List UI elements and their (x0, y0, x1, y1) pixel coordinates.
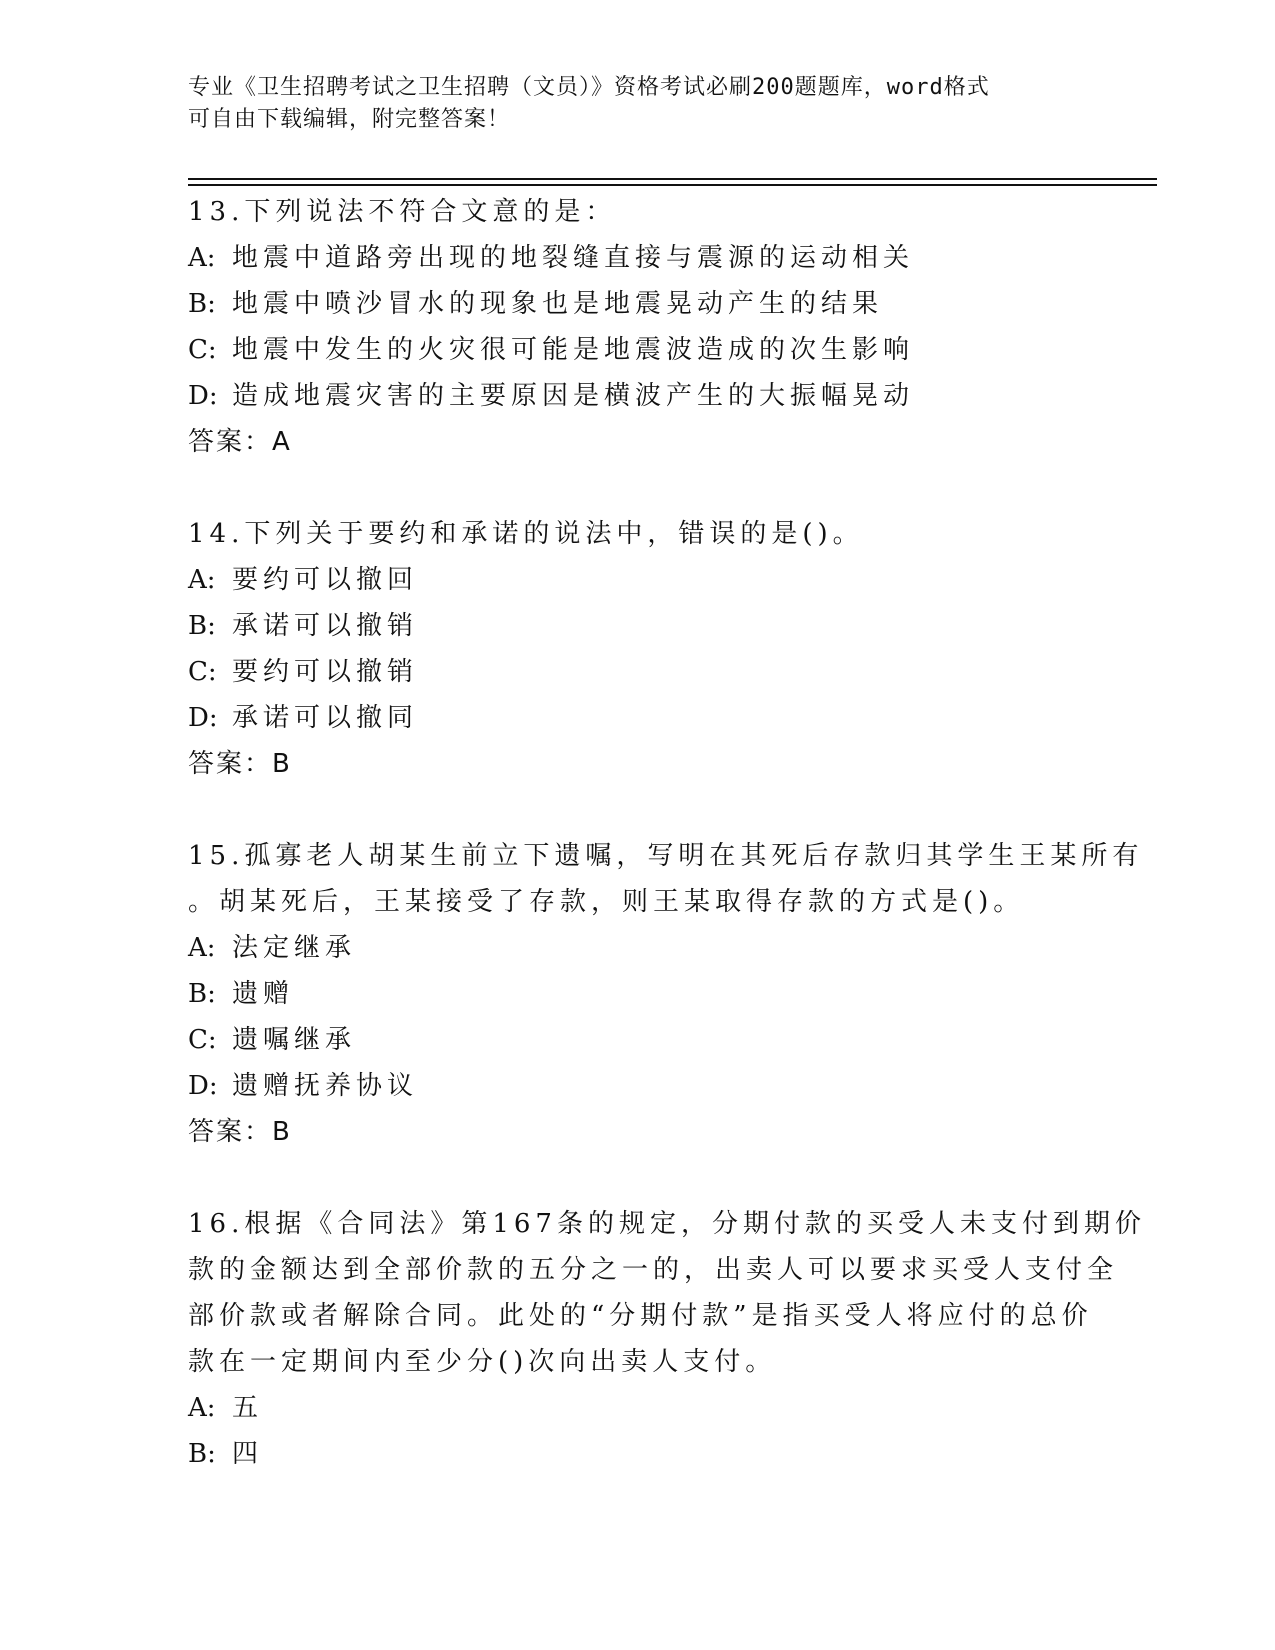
option-text: 法定继承 (232, 933, 357, 963)
answer-line: 答案：B (188, 1117, 292, 1147)
header-line-2: 可自由下载编辑，附完整答案！ (188, 107, 511, 132)
option-b (188, 281, 1088, 327)
option-letter: A: (188, 933, 216, 963)
option-text: 要约可以撤回 (232, 565, 419, 595)
option-letter: D: (188, 703, 218, 733)
document-header (188, 72, 1068, 136)
option-c (188, 649, 1088, 695)
question-stem: 。胡某死后，王某接受了存款，则王某取得存款的方式是()。 (188, 887, 1025, 917)
option-a (188, 925, 1088, 971)
question-stem: 16.根据《合同法》第167条的规定，分期付款的买受人未支付到期价 (188, 1209, 1146, 1239)
option-letter: A: (188, 1393, 216, 1423)
option-d (188, 373, 1088, 419)
question-stem: 部价款或者解除合同。此处的“分期付款”是指买受人将应付的总价 (188, 1301, 1093, 1331)
header-line-1: 专业《卫生招聘考试之卫生招聘（文员）》资格考试必刷200题题库，word格式 (188, 75, 990, 100)
option-letter: A: (188, 243, 216, 273)
question-stem: 款在一定期间内至少分()次向出卖人支付。 (188, 1347, 777, 1377)
question-13 (188, 189, 1088, 465)
option-letter: B: (188, 979, 216, 1009)
option-text: 承诺可以撤销 (232, 611, 419, 641)
answer-line: 答案：A (188, 427, 292, 457)
header-divider-top (188, 178, 1157, 180)
option-letter: C: (188, 657, 217, 687)
option-text: 遗赠 (232, 979, 295, 1009)
option-d (188, 1063, 1088, 1109)
option-a (188, 557, 1088, 603)
question-stem: 14.下列关于要约和承诺的说法中，错误的是()。 (188, 519, 864, 549)
option-text: 造成地震灾害的主要原因是横波产生的大振幅晃动 (232, 381, 915, 411)
option-c (188, 1017, 1088, 1063)
option-text: 遗赠抚养协议 (232, 1071, 419, 1101)
question-list (188, 189, 1146, 1523)
question-14 (188, 511, 1088, 787)
option-b (188, 603, 1088, 649)
option-letter: C: (188, 1025, 217, 1055)
option-a (188, 235, 1088, 281)
option-letter: C: (188, 335, 217, 365)
question-stem: 13.下列说法不符合文意的是： (188, 197, 617, 227)
option-text: 要约可以撤销 (232, 657, 419, 687)
header-divider-bottom (188, 184, 1157, 186)
option-text: 四 (232, 1439, 264, 1469)
option-text: 地震中喷沙冒水的现象也是地震晃动产生的结果 (232, 289, 884, 319)
option-letter: D: (188, 1071, 218, 1101)
question-16 (188, 1201, 1146, 1477)
question-stem: 款的金额达到全部价款的五分之一的，出卖人可以要求买受人支付全 (188, 1255, 1119, 1285)
option-b (188, 971, 1088, 1017)
question-15 (188, 833, 1144, 1155)
option-b (188, 1431, 1088, 1477)
option-letter: D: (188, 381, 218, 411)
option-c (188, 327, 1088, 373)
option-letter: B: (188, 289, 216, 319)
option-text: 承诺可以撤同 (232, 703, 419, 733)
option-letter: B: (188, 1439, 216, 1469)
option-text: 地震中发生的火灾很可能是地震波造成的次生影响 (232, 335, 915, 365)
option-letter: B: (188, 611, 216, 641)
option-text: 遗嘱继承 (232, 1025, 357, 1055)
question-stem: 15.孤寡老人胡某生前立下遗嘱，写明在其死后存款归其学生王某所有 (188, 841, 1144, 871)
option-d (188, 695, 1088, 741)
option-text: 五 (232, 1393, 264, 1423)
option-a (188, 1385, 1088, 1431)
answer-line: 答案：B (188, 749, 292, 779)
option-letter: A: (188, 565, 216, 595)
option-text: 地震中道路旁出现的地裂缝直接与震源的运动相关 (232, 243, 915, 273)
